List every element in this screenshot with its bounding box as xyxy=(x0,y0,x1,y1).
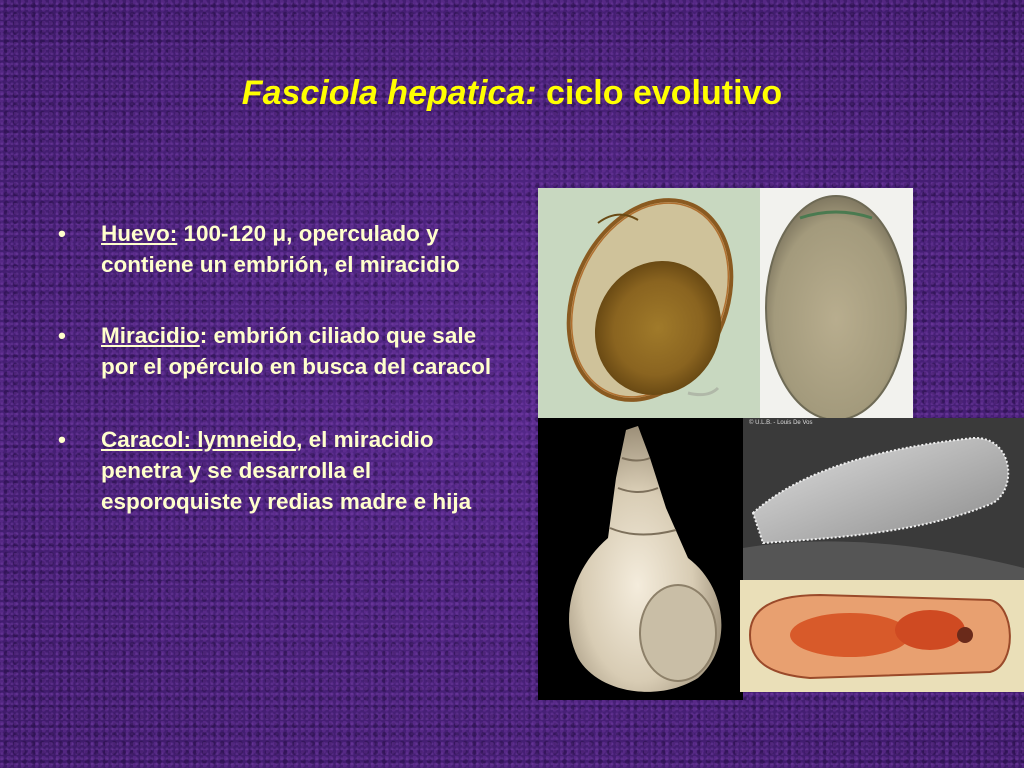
bullet-list xyxy=(58,218,498,517)
snail-photo xyxy=(538,418,743,700)
bullet-label: Huevo: xyxy=(101,221,178,246)
bullet-label: Caracol: lymneido xyxy=(101,427,297,452)
bullet-text: , el miracidio penetra y se desarrolla el esporoquiste y redias madre e hija xyxy=(101,427,472,514)
bullet-dot: • xyxy=(58,427,66,452)
bullet-label: Miracidio xyxy=(101,323,200,348)
miracidium-sem xyxy=(743,418,1024,580)
image-credit: © U.L.B. - Louis De Vos xyxy=(749,420,813,426)
bullet-text: 100-120 μ, operculado y contiene un embrión, el miracidio xyxy=(101,221,460,277)
bullet-item-miracidio xyxy=(58,320,498,382)
bullet-dot: • xyxy=(58,221,66,246)
title-subtitle: ciclo evolutivo xyxy=(536,74,783,112)
bullet-text: : embrión ciliado que sale por el opérculo en busca del caracol xyxy=(101,323,492,379)
title-species: Fasciola hepatica: xyxy=(241,74,537,112)
egg-micrograph-2 xyxy=(760,188,913,418)
redia-micrograph xyxy=(740,580,1024,692)
bullet-dot: • xyxy=(58,323,66,348)
egg-micrograph-1 xyxy=(538,188,760,418)
slide-title xyxy=(0,74,1024,113)
bullet-item-huevo xyxy=(58,218,498,280)
bullet-item-caracol xyxy=(58,424,498,517)
